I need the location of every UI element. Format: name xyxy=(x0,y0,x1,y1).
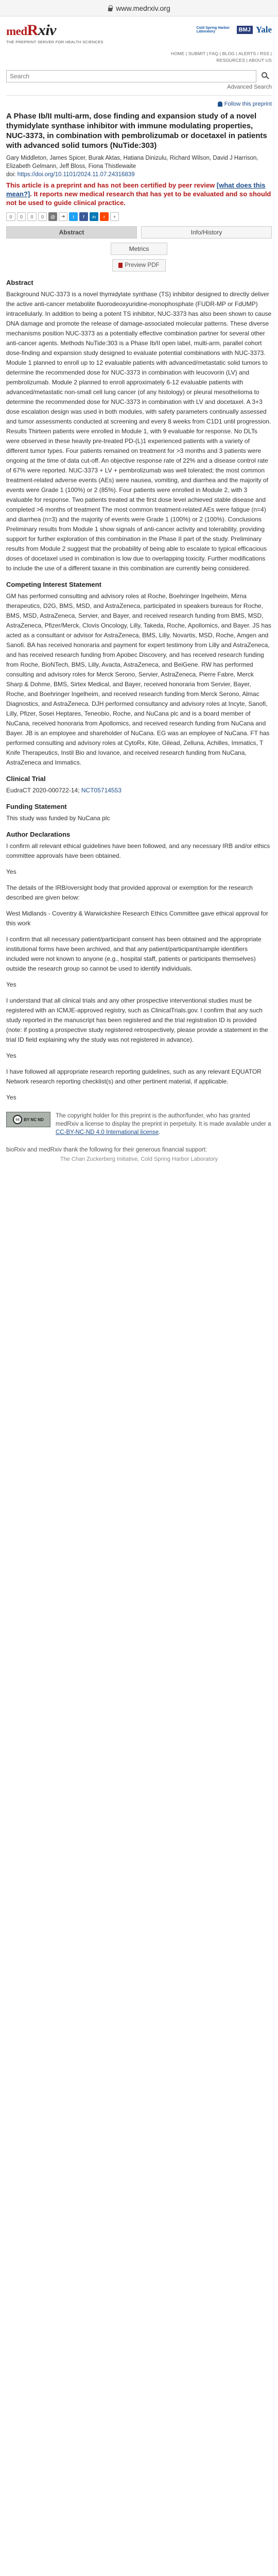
yale-logo[interactable]: Yale xyxy=(255,25,272,35)
license-link[interactable]: CC-BY-NC-ND 4.0 International license xyxy=(56,1129,159,1136)
facebook-icon[interactable]: f xyxy=(79,212,88,221)
license-text-end: . xyxy=(159,1129,161,1136)
declaration-ethics: I confirm all relevant ethical guidelines have been followed, and any necessary IRB and/or ethics committee approvals have been obtained. xyxy=(6,842,270,859)
competing-interest-text: GM has performed consulting and advisory roles at Roche, Boehringer Ingelheim, Mirna therapeutics, D2G, BMS, MSD, and AstraZeneca, participated in speakers bureaus for Roche, BMS, MSD, AstraZeneca, Servier, and Bayer, and received research funding from BMS, MSD, AstraZeneca, Pfizer/Merck, Clovis Oncology, Lilly, Takeda, Roche, Apollomics, and Bayer. JS has acted as a consultant or advisor for AstraZeneca, BMS, Lilly, Novartis, MSD, Roche, Amgen and Sanofi. BA has received honoraria and payment for expert testimony from Lilly and AstraZeneca, and has received research funding from Apobec Discovery, and has received research funding from Roche, BioNTech, BMS, Lilly, Avacta, AstraZeneca, and BeiGene. RW has performed consulting and advisory roles for Merck Serono, Servier, AstraZeneca, Pierre Fabre, Merck Sharp & Dohme, BMS, Sirtex Medical, and Bayer, received honoraria from Servier, Bayer, Roche, and Boehringer Ingelheim, and received research funding from Merck Serono, Almac Diagnostics, and AstraZeneca. DJH performed consultancy and advisory roles at Incyte, Sanofi, Lilly, Pfizer, Sosei Heptares, Teneobio, Roche, and NuCana plc and is a board member of NuCana, received honoraria from Apollomics, and received research funding from NuCana and Bayer. JB is an employee and shareholder of NuCana. EG was an employee of NuCana. FT has performed consulting and advisory roles at CytoRx, Kite, Gilead, Zelluna, Achilles, Immatics, T Knife Therapeutics, Instil Bio and Iovance, and received research funding from NuCana, AstraZeneca and Immatics. xyxy=(6,592,271,766)
license-box xyxy=(6,1112,272,1137)
trial-eudract: EudraCT 2020-000722-14; xyxy=(6,787,81,794)
notice-main: This article is a preprint and has not been certified by peer review xyxy=(6,181,215,189)
competing-interest-heading: Competing Interest Statement xyxy=(6,581,101,588)
top-navigation xyxy=(0,50,278,64)
declaration-reporting-answer: Yes xyxy=(6,1094,16,1101)
declaration-ethics-answer: Yes xyxy=(6,868,16,875)
cc-license-badge[interactable] xyxy=(6,1112,50,1127)
search-button[interactable] xyxy=(258,70,272,82)
logo-med: med xyxy=(6,25,27,38)
declaration-consent-answer: Yes xyxy=(6,981,16,988)
declaration-registry: I understand that all clinical trials and any other prospective interventional studies must be registered with an ICMJE-approved registry, such as ClinicalTrials.gov. I confirm that any such study reported in the manuscript has been registered and the trial registration ID is provided (note: if posting a prospective study registered retrospectively, please provide a statement in the trial ID field explaining why the study was not registered in advance). xyxy=(6,997,268,1043)
declaration-irb: The details of the IRB/oversight body that provided approval or exemption for the research described are given below: xyxy=(6,884,253,901)
logo-r: R xyxy=(27,22,38,39)
search-input[interactable] xyxy=(6,70,256,82)
declaration-irb-detail: West Midlands - Coventry & Warwickshire Research Ethics Committee gave ethical approval for this work xyxy=(6,910,268,927)
tab-metrics[interactable]: Metrics xyxy=(111,243,167,255)
article-title: A Phase Ib/II multi-arm, dose finding and expansion study of a novel thymidylate synthase inhibitor with immune modulating properties, NUC-3373, in combination with pembrolizumab or docetaxel in patients with advanced solid tumors (NuTide:303) xyxy=(6,112,267,150)
license-text xyxy=(56,1112,272,1137)
declaration-reporting: I have followed all appropriate research reporting guidelines, such as any relevant EQUATOR Network research reporting checklist(s) and other pertinent material, if applicable. xyxy=(6,1068,262,1085)
author-declarations-heading: Author Declarations xyxy=(6,831,71,838)
license-text-start: The copyright holder for this preprint is the author/funder, who has granted medRxiv a license to display the preprint in perpetuity. It is made available under a xyxy=(56,1113,271,1127)
tweets-count[interactable]: 0 xyxy=(38,212,47,221)
url-text[interactable]: www.medrxiv.org xyxy=(116,4,170,12)
doi-label: doi: xyxy=(6,172,18,178)
cc-badge-text: BY NC ND xyxy=(24,1117,44,1122)
funding-text: This study was funded by NuCana plc xyxy=(6,815,110,822)
advanced-search-link[interactable]: Advanced Search xyxy=(227,84,272,90)
abstract-heading: Abstract xyxy=(6,279,33,286)
site-tagline: THE PREPRINT SERVER FOR HEALTH SCIENCES xyxy=(6,40,103,44)
funding-heading: Funding Statement xyxy=(6,803,67,810)
footer-sponsors: The Chan Zuckerberg Initiative, Cold Spring Harbor Laboratory xyxy=(60,1156,218,1162)
twitter-icon[interactable]: t xyxy=(69,212,78,221)
logo-xiv: xiv xyxy=(38,22,56,39)
cshl-logo[interactable]: Cold Spring Harbor Laboratory xyxy=(196,26,230,33)
top-nav-links-row2[interactable]: RESOURCES | ABOUT US xyxy=(216,58,272,63)
share-icon[interactable]: ➜ xyxy=(59,212,67,221)
pdf-icon xyxy=(118,263,123,268)
comments-count[interactable]: 0 xyxy=(17,212,26,221)
reddit-icon[interactable]: r xyxy=(100,212,109,221)
site-logo[interactable] xyxy=(6,23,103,44)
declaration-consent: I confirm that all necessary patient/participant consent has been obtained and the appropriate institutional forms have been archived, and that any patient/participant/sample identifiers included were not known to anyone (e.g., hospital staff, patients or participants themselves) outside the research group so cannot be used to identify individuals. xyxy=(6,936,262,972)
preview-pdf-button[interactable] xyxy=(112,259,166,272)
clinical-trial-heading: Clinical Trial xyxy=(6,775,46,783)
bell-icon xyxy=(218,101,222,107)
more-share-icon[interactable]: + xyxy=(110,212,119,221)
abstract-text: Background NUC-3373 is a novel thymidylate synthase (TS) inhibitor designed to directly deliver the active anti-cancer metabolite fluorodeoxyuridine-monophosphate (FUDR-MP or FdUMP) intracellularly. In addition to being a potent TS inhibitor, NUC-3373 has also been shown to cause DNA damage and promote the release of damage-associated molecular patterns. These diverse mechanisms position NUC-3373 as a potentially effective combination partner for several other anti-cancer agents. Methods NuTide:303 is a Phase Ib/II open label, multi-arm, parallel cohort dose-finding and expansion study designed to evaluate potential combinations with NUC-3373. Module 1 planned to enroll up to 12 evaluable patients with advanced/metastatic solid tumors to determine the recommended dose for NUC-3373 in combination with leucovorin (LV) and pembrolizumab. Module 2 planned to enroll approximately 6-12 evaluable patients with advanced/metastatic non-small cell lung cancer (of any histology) or pleural mesothelioma to determine the recommended dose for NUC-3373 in combination with LV and docetaxel. A 3+3 dose escalation design was used in both modules, with safety parameters continually assessed and tumor assessments conducted at screening and every 8 weeks from C1D1 until progression. Results Thirteen patients were enrolled in Module 1, with 9 evaluable for response. No DLTs were observed in these heavily pre-treated PD-(L)1 experienced patients with a variety of different tumor types. Four patients remained on treatment for >3 months and 3 patients were ongoing at the time of data cut-off. An objective response rate of 22% and a disease control rate of 67% were reported. NUC-3373 + LV + pembrolizumab was well tolerated; the most common treatment-related adverse events (AEs) were nausea, vomiting, and diarrhea and the majority of events were Grade 1 (100%) or 2 (85%). Four patients were enrolled in Module 2, with 3 evaluable for response. Two patients treated at the first dose level achieved stable disease and completed >6 months of treatment The most common treatment-related AEs were fatigue (n=4) and diarrhea (n=3) and the majority of events were Grade 1 (100%) or 2 (100%). Conclusions Preliminary results from Module 1 show signals of anti-cancer activity and tolerability, providing support for further exploration of this combination in the Phase II part of the study. Preliminary results from Module 2 suggest that the probability of being able to escalate to typical efficacious doses of docetaxel used in combination is low due to overlapping toxicity. Further modifications to include the use of a different taxane in this combination are currently being considered. xyxy=(6,291,272,572)
partner-logos xyxy=(197,25,272,35)
search-bar xyxy=(0,64,278,82)
doi-link[interactable]: https://doi.org/10.1101/2024.11.07.24316839 xyxy=(17,172,135,178)
email-icon[interactable]: @ xyxy=(48,212,57,221)
footer-support-text: bioRxiv and medRxiv thank the following for their generous financial support: xyxy=(6,1147,207,1153)
author-list[interactable]: Gary Middleton, James Spicer, Burak Aktas, Hatiana Dinizulu, Richard Wilson, David J Harrison, Elizabeth Gelmann, Jeff Bloss, Fiona Thistlewaite xyxy=(6,155,258,170)
share-bar xyxy=(6,212,272,221)
notice-rest: . It reports new medical research that has yet to be evaluated and so should not be used to guide clinical practice. xyxy=(6,190,271,207)
follow-label: Follow this preprint xyxy=(224,101,272,107)
lock-icon xyxy=(108,5,113,11)
what-does-this-mean-link[interactable]: [what does this mean?] xyxy=(6,181,266,198)
top-nav-links-row1[interactable]: HOME | SUBMIT | FAQ | BLOG | ALERTS / RSS | xyxy=(171,51,272,56)
clinical-trial-text xyxy=(6,786,272,795)
follow-preprint-button[interactable] xyxy=(218,101,272,107)
bmj-logo[interactable]: BMJ xyxy=(237,26,253,34)
site-footer xyxy=(0,1146,278,1167)
article-content xyxy=(0,107,278,1137)
doi-line xyxy=(6,172,272,178)
share-count-1: 0 xyxy=(6,212,15,221)
declaration-registry-answer: Yes xyxy=(6,1052,16,1059)
trial-nct-link[interactable]: NCT05714553 xyxy=(81,787,121,794)
site-header xyxy=(0,16,278,52)
article-tabs xyxy=(6,226,272,239)
linkedin-icon[interactable]: in xyxy=(90,212,98,221)
preview-pdf-label: Preview PDF xyxy=(125,262,160,268)
tab-abstract[interactable]: Abstract xyxy=(6,226,137,239)
tab-info-history[interactable]: Info/History xyxy=(141,226,272,239)
preprint-notice xyxy=(6,181,272,207)
browser-url-bar[interactable] xyxy=(0,0,278,16)
share-count-2: 0 xyxy=(27,212,37,221)
cc-icon: cc xyxy=(13,1115,22,1124)
